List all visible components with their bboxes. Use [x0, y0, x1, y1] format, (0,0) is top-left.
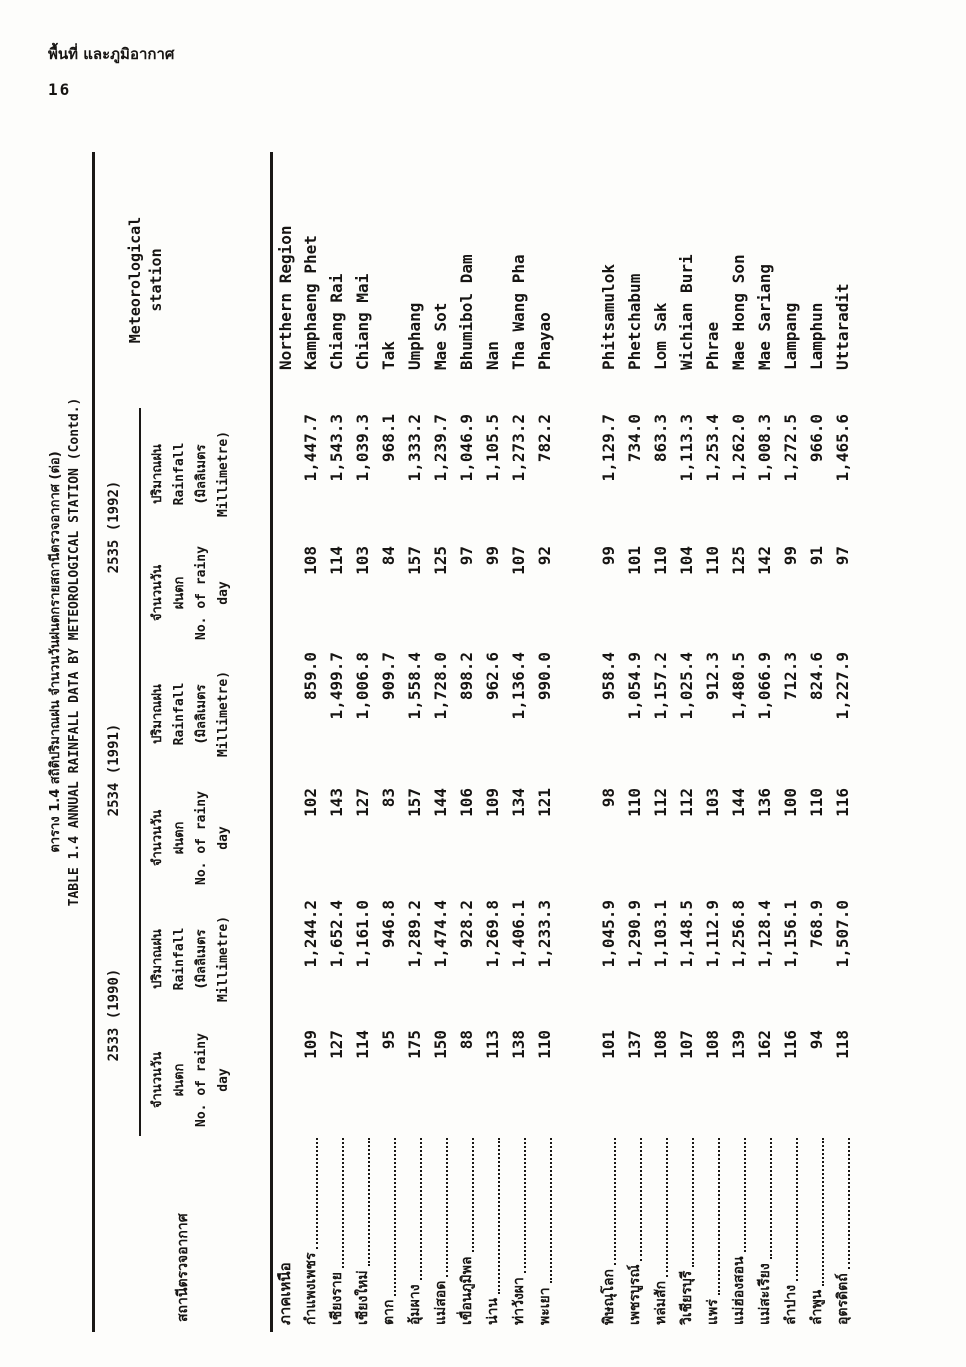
rainfall-2534-value: 1,006.8 [353, 652, 372, 720]
station-name-thai: อุตรดิตถ์ [834, 1273, 851, 1325]
station-name-thai-cell [272, 1136, 298, 1332]
days-2534-value: 109 [483, 788, 502, 817]
subheader-days-2535: จำนวนวัน ฝนตก No. of rainy day [149, 546, 231, 640]
days-2534-value: 144 [729, 788, 748, 817]
station-name-english: Wichian Buri [677, 254, 696, 370]
days-2533-value: 95 [379, 1030, 398, 1050]
column-header-station-english [94, 152, 272, 408]
days-2533-value: 127 [327, 1030, 346, 1059]
days-2533-value: 107 [677, 1030, 696, 1059]
dot-leader [446, 1138, 448, 1277]
rainfall-2534-value: 962.6 [483, 652, 502, 701]
table-title-english: TABLE 1.4 ANNUAL RAINFALL DATA BY METEOROLOGICAL STATION (Contd.) [67, 397, 82, 907]
station-row [350, 152, 376, 1332]
rainfall-2534-value: 1,480.5 [729, 652, 748, 720]
days-2533-value: 108 [651, 1030, 670, 1059]
station-name-thai-cell [778, 1136, 804, 1332]
days-2535-value: 125 [431, 546, 450, 575]
station-name-english: Lom Sak [651, 302, 670, 370]
year-header-row [94, 152, 140, 1332]
station-name-english: Phrae [703, 321, 722, 370]
rainfall-2533-value: 1,406.1 [509, 900, 528, 968]
station-name-thai: แพร่ [704, 1299, 721, 1325]
days-2535-value: 110 [703, 546, 722, 575]
days-2534-value: 136 [755, 788, 774, 817]
station-row [674, 152, 700, 1332]
station-name-thai-cell [596, 1136, 622, 1332]
rainfall-2535-value: 1,262.0 [729, 414, 748, 482]
rainfall-2533-value: 1,161.0 [353, 900, 372, 968]
station-name-thai-cell [402, 1136, 428, 1332]
group-spacer-cell [558, 152, 596, 1332]
station-name-thai: ลำปาง [782, 1284, 799, 1325]
rainfall-2535-value: 1,113.3 [677, 414, 696, 482]
station-name-thai: แม่สอด [432, 1280, 449, 1325]
station-name-thai: อุ้มผาง [406, 1284, 423, 1325]
station-row [402, 152, 428, 1332]
rainfall-2533-value: 1,128.4 [755, 900, 774, 968]
station-name-thai: วิเชียรบุรี [678, 1270, 695, 1325]
days-2534-value: 112 [651, 788, 670, 817]
rainfall-2534-value: 898.2 [457, 652, 476, 701]
station-name-thai-cell [454, 1136, 480, 1332]
days-2533-value: 139 [729, 1030, 748, 1059]
station-name-english: Nan [483, 341, 502, 370]
rainfall-2535-value [272, 408, 298, 540]
dot-leader [692, 1138, 694, 1267]
rainfall-2535-value: 968.1 [379, 414, 398, 463]
rainfall-2533-value: 928.2 [457, 900, 476, 949]
rainfall-2534-value: 1,558.4 [405, 652, 424, 720]
rainfall-2533-value: 1,244.2 [301, 900, 320, 968]
station-row [298, 152, 324, 1332]
days-2535-value: 114 [327, 546, 346, 575]
days-2535-value: 99 [599, 546, 618, 566]
rainfall-2535-value: 1,253.4 [703, 414, 722, 482]
station-row [596, 152, 622, 1332]
group-spacer-row [558, 152, 596, 1332]
days-2535-value: 91 [807, 546, 826, 566]
station-name-thai-cell [324, 1136, 350, 1332]
station-name-thai: ท่าวังผา [510, 1277, 527, 1325]
station-name-english: Mae Hong Son [729, 254, 748, 370]
dot-leader [640, 1138, 642, 1261]
rainfall-2535-value: 1,333.2 [405, 414, 424, 482]
rainfall-2533-value: 946.8 [379, 900, 398, 949]
station-row [804, 152, 830, 1332]
days-2533-value: 114 [353, 1030, 372, 1059]
rainfall-2535-value: 1,105.5 [483, 414, 502, 482]
days-2534-value: 110 [807, 788, 826, 817]
rainfall-2535-value: 1,129.7 [599, 414, 618, 482]
days-2533-value: 113 [483, 1030, 502, 1059]
station-name-thai-cell [700, 1136, 726, 1332]
station-name-thai-cell [350, 1136, 376, 1332]
rainfall-2534-value: 1,136.4 [509, 652, 528, 720]
station-name-english: Tak [379, 341, 398, 370]
days-2535-value: 99 [483, 546, 502, 566]
rainfall-2533-value: 1,289.2 [405, 900, 424, 968]
days-2533-value: 137 [625, 1030, 644, 1059]
station-name-english: Tha Wang Pha [509, 254, 528, 370]
rainfall-2534-value: 1,728.0 [431, 652, 450, 720]
region-header-row [272, 152, 298, 1332]
station-name-thai-cell [830, 1136, 856, 1332]
rainfall-2533-value: 1,256.8 [729, 900, 748, 968]
region-name-english: Northern Region [275, 225, 295, 370]
column-header-station-english-line2: station [147, 248, 165, 312]
rainfall-2534-value: 859.0 [301, 652, 320, 701]
station-name-thai: กำแพงเพชร [302, 1252, 319, 1325]
days-2535-value: 125 [729, 546, 748, 575]
days-2534-value: 100 [781, 788, 800, 817]
rainfall-2534-value: 958.4 [599, 652, 618, 701]
days-2535-value: 92 [535, 546, 554, 566]
subheader-days-2534: จำนวนวัน ฝนตก No. of rainy day [149, 791, 231, 885]
rainfall-2533-value: 1,156.1 [781, 900, 800, 968]
station-row [726, 152, 752, 1332]
table-title-thai: ตาราง 1.4 สถิติปริมาณฝน จำนวนวันฝนตกรายสถานีตรวจอากาศ (ต่อ) [48, 451, 63, 853]
station-name-thai-cell [752, 1136, 778, 1332]
station-row [752, 152, 778, 1332]
page-number: 16 [48, 80, 72, 99]
days-2533-value [272, 1024, 298, 1136]
rainfall-2534-value: 712.3 [781, 652, 800, 701]
station-name-thai: เชียงใหม่ [354, 1270, 371, 1325]
days-2534-value: 121 [535, 788, 554, 817]
station-name-english: Lamphun [807, 302, 826, 370]
days-2534-value: 134 [509, 788, 528, 817]
dot-leader [770, 1138, 772, 1259]
dot-leader [498, 1138, 500, 1294]
rotated-table-block [46, 152, 856, 1332]
days-2535-value: 104 [677, 546, 696, 575]
station-name-thai: เขื่อนภูมิพล [458, 1256, 475, 1325]
station-name-thai: พะเยา [536, 1287, 553, 1325]
rainfall-2534-value: 912.3 [703, 652, 722, 701]
station-row [622, 152, 648, 1332]
dot-leader [394, 1138, 396, 1296]
station-name-english: Uttaradit [833, 283, 852, 370]
rainfall-2534-value: 990.0 [535, 652, 554, 701]
rainfall-2533-value: 1,148.5 [677, 900, 696, 968]
station-name-thai: เพชรบูรณ์ [626, 1264, 643, 1325]
days-2534-value: 110 [625, 788, 644, 817]
station-name-thai: เชียงราย [328, 1272, 345, 1325]
days-2535-value: 97 [457, 546, 476, 566]
dot-leader [822, 1138, 824, 1286]
rainfall-2533-value: 1,103.1 [651, 900, 670, 968]
days-2534-value: 157 [405, 788, 424, 817]
rainfall-2533-value: 1,507.0 [833, 900, 852, 968]
station-row [506, 152, 532, 1332]
rainfall-2535-value: 782.2 [535, 414, 554, 463]
dot-leader [368, 1138, 370, 1266]
station-name-english: Mae Sariang [755, 264, 774, 370]
rainfall-2533-value: 1,290.9 [625, 900, 644, 968]
rainfall-2533-value: 1,652.4 [327, 900, 346, 968]
page-header-thai: พื้นที่ และภูมิอากาศ [48, 45, 175, 63]
days-2533-value: 175 [405, 1030, 424, 1059]
station-name-english: Phayao [535, 312, 554, 370]
days-2533-value: 94 [807, 1030, 826, 1050]
rainfall-2534-value: 1,157.2 [651, 652, 670, 720]
station-name-english: Chiang Rai [327, 273, 346, 370]
station-row [648, 152, 674, 1332]
rainfall-2534-value [272, 646, 298, 782]
table-body [272, 152, 856, 1332]
station-name-thai-cell [804, 1136, 830, 1332]
rainfall-2535-value: 1,447.7 [301, 414, 320, 482]
rainfall-2533-value: 1,112.9 [703, 900, 722, 968]
days-2533-value: 108 [703, 1030, 722, 1059]
subheader-rainfall-2534: ปริมาณฝน Rainfall (มิลลิเมตร Millimetre) [149, 670, 231, 758]
days-2534-value: 102 [301, 788, 320, 817]
station-name-thai: แม่ฮ่องสอน [730, 1256, 747, 1325]
rainfall-2535-value: 1,046.9 [457, 414, 476, 482]
station-name-thai: ลำพูน [808, 1289, 825, 1325]
station-row [778, 152, 804, 1332]
station-name-thai-cell [376, 1136, 402, 1332]
days-2535-value: 101 [625, 546, 644, 575]
station-name-english: Kamphaeng Phet [301, 235, 320, 370]
station-name-english: Umphang [405, 302, 424, 370]
rainfall-2534-value: 1,025.4 [677, 652, 696, 720]
days-2534-value: 112 [677, 788, 696, 817]
rainfall-2533-value: 1,233.3 [535, 900, 554, 968]
days-2533-value: 162 [755, 1030, 774, 1059]
rainfall-2535-value: 1,543.3 [327, 414, 346, 482]
station-row [454, 152, 480, 1332]
days-2535-value: 84 [379, 546, 398, 566]
station-name-thai-cell [480, 1136, 506, 1332]
dot-leader [718, 1138, 720, 1295]
dot-leader [848, 1138, 850, 1269]
dot-leader [524, 1138, 526, 1273]
days-2535-value: 107 [509, 546, 528, 575]
station-name-thai: แม่สะเรียง [756, 1263, 773, 1325]
dot-leader [796, 1138, 798, 1281]
station-name-thai-cell [298, 1136, 324, 1332]
station-row [324, 152, 350, 1332]
station-row [532, 152, 558, 1332]
dot-leader [550, 1138, 552, 1283]
table-header [94, 152, 272, 1332]
days-2535-value: 157 [405, 546, 424, 575]
station-name-english: Phitsamulok [599, 264, 618, 370]
rainfall-2535-value: 1,039.3 [353, 414, 372, 482]
rainfall-2534-value: 824.6 [807, 652, 826, 701]
rainfall-2535-value: 863.3 [651, 414, 670, 463]
dot-leader [316, 1138, 318, 1249]
station-name-english: Mae Sot [431, 302, 450, 370]
column-header-station-english-line1: Meteorological [126, 216, 144, 344]
station-name-english: Phetchabum [625, 273, 644, 370]
rainfall-2535-value: 1,465.6 [833, 414, 852, 482]
station-name-thai: หล่มสัก [652, 1280, 669, 1325]
rainfall-2535-value: 1,008.3 [755, 414, 774, 482]
station-row [428, 152, 454, 1332]
dot-leader [744, 1138, 746, 1252]
rainfall-2534-value: 1,066.9 [755, 652, 774, 720]
days-2534-value: 106 [457, 788, 476, 817]
rainfall-2535-value: 734.0 [625, 414, 644, 463]
station-name-thai-cell [674, 1136, 700, 1332]
days-2533-value: 101 [599, 1030, 618, 1059]
days-2534-value: 98 [599, 788, 618, 808]
rainfall-2534-value: 909.7 [379, 652, 398, 701]
days-2534-value: 103 [703, 788, 722, 817]
rainfall-2535-value: 1,272.5 [781, 414, 800, 482]
days-2535-value: 110 [651, 546, 670, 575]
rainfall-2533-value: 768.9 [807, 900, 826, 949]
days-2535-value: 103 [353, 546, 372, 575]
rainfall-2534-value: 1,054.9 [625, 652, 644, 720]
station-name-thai-cell [532, 1136, 558, 1332]
station-row [700, 152, 726, 1332]
days-2535-value [272, 540, 298, 646]
station-row [480, 152, 506, 1332]
rainfall-table [92, 152, 856, 1332]
rainfall-2533-value: 1,045.9 [599, 900, 618, 968]
days-2534-value: 144 [431, 788, 450, 817]
days-2533-value: 88 [457, 1030, 476, 1050]
station-name-thai-cell [428, 1136, 454, 1332]
subheader-rainfall-2535: ปริมาณฝน Rainfall (มิลลิเมตร Millimetre) [149, 430, 231, 518]
days-2533-value: 118 [833, 1030, 852, 1059]
table-titles [46, 152, 84, 1152]
station-name-thai-cell [726, 1136, 752, 1332]
station-name-thai-cell [622, 1136, 648, 1332]
subheader-rainfall-2533: ปริมาณฝน Rainfall (มิลลิเมตร Millimetre) [149, 915, 231, 1003]
station-name-thai: พิษณุโลก [600, 1268, 617, 1325]
rainfall-2533-value: 1,269.8 [483, 900, 502, 968]
days-2535-value: 142 [755, 546, 774, 575]
days-2533-value: 116 [781, 1030, 800, 1059]
column-header-year-2534: 2534 (1991) [94, 646, 140, 894]
station-name-thai: ตาก [380, 1299, 397, 1325]
rainfall-2533-value [272, 894, 298, 1024]
rainfall-2535-value: 1,273.2 [509, 414, 528, 482]
days-2533-value: 110 [535, 1030, 554, 1059]
station-row [376, 152, 402, 1332]
column-header-year-2533: 2533 (1990) [94, 894, 140, 1136]
days-2534-value: 127 [353, 788, 372, 817]
days-2535-value: 108 [301, 546, 320, 575]
region-name-thai: ภาคเหนือ [276, 1262, 295, 1325]
dot-leader [614, 1138, 616, 1265]
days-2535-value: 97 [833, 546, 852, 566]
station-name-thai: น่าน [484, 1297, 501, 1325]
station-name-english: Lampang [781, 302, 800, 370]
station-name-thai-cell [506, 1136, 532, 1332]
station-name-english: Bhumibol Dam [457, 254, 476, 370]
days-2533-value: 138 [509, 1030, 528, 1059]
days-2534-value: 116 [833, 788, 852, 817]
station-row [830, 152, 856, 1332]
days-2534-value: 83 [379, 788, 398, 808]
rainfall-2534-value: 1,499.7 [327, 652, 346, 720]
dot-leader [472, 1138, 474, 1252]
subheader-days-2533: จำนวนวัน ฝนตก No. of rainy day [149, 1033, 231, 1127]
column-header-station-thai: สถานีตรวจอากาศ [174, 1213, 191, 1322]
rainfall-2535-value: 1,239.7 [431, 414, 450, 482]
dot-leader [666, 1138, 668, 1277]
days-2533-value: 109 [301, 1030, 320, 1059]
days-2534-value: 143 [327, 788, 346, 817]
dot-leader [420, 1138, 422, 1280]
station-name-english: Chiang Mai [353, 273, 372, 370]
rainfall-2533-value: 1,474.4 [431, 900, 450, 968]
rainfall-2535-value: 966.0 [807, 414, 826, 463]
dot-leader [342, 1138, 344, 1268]
days-2533-value: 150 [431, 1030, 450, 1059]
days-2534-value [272, 782, 298, 894]
rainfall-2534-value: 1,227.9 [833, 652, 852, 720]
days-2535-value: 99 [781, 546, 800, 566]
column-header-year-2535: 2535 (1992) [94, 408, 140, 646]
station-name-thai-cell [648, 1136, 674, 1332]
